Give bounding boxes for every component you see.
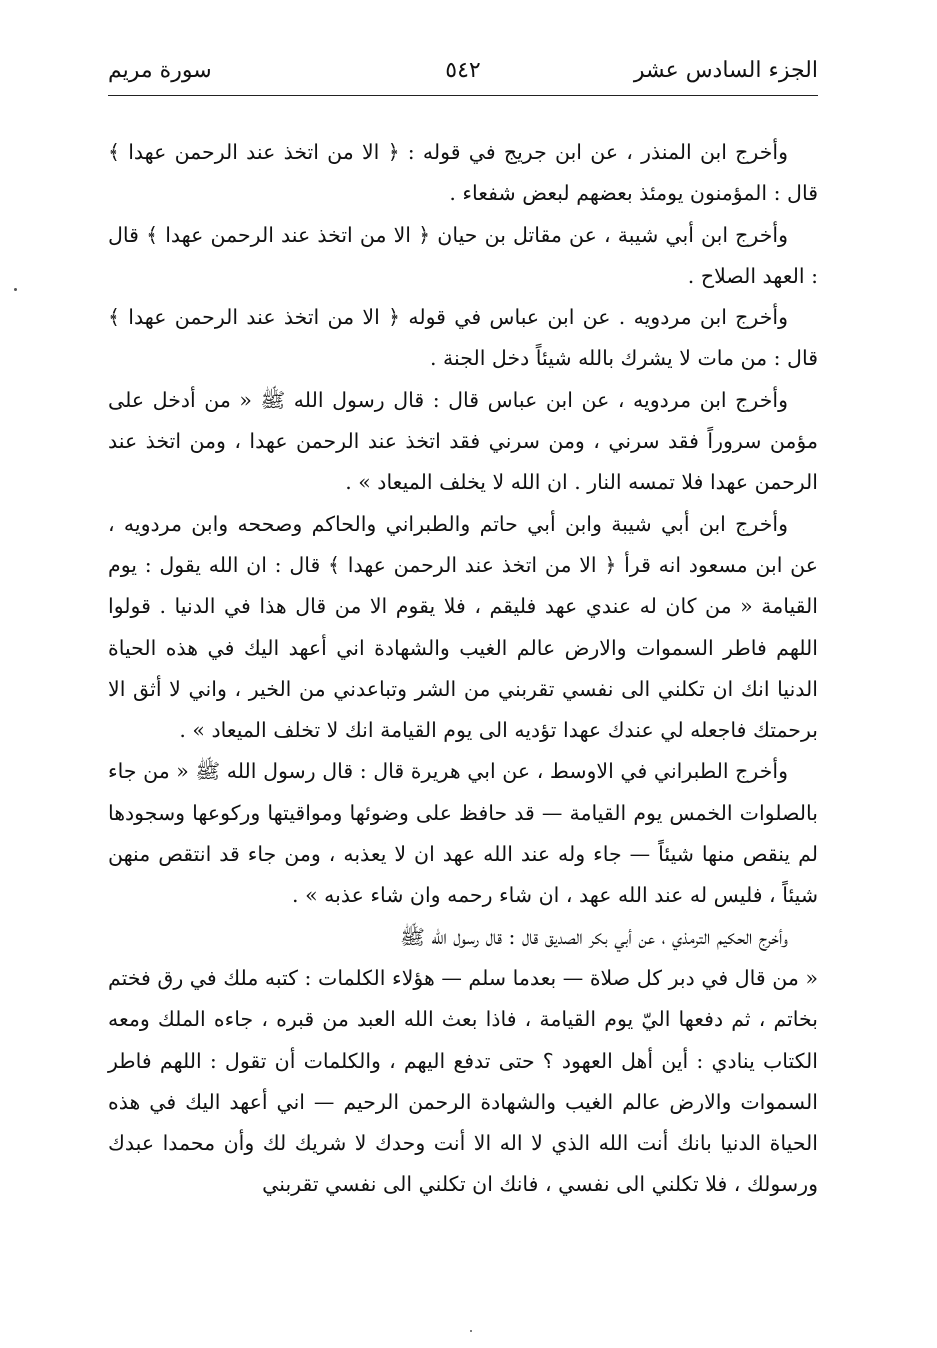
paragraph: وأخرج الطبراني في الاوسط ، عن ابي هريرة قال : قال رسول الله ﷺ « من جاء بالصلوات الخمس يوم القيامة — قد حافظ على وضوئها ومواقيتها وركوعها وسجودها لم ينقص منها شيئاً — جاء وله عند الله عهد ان لا يعذبه ، ومن جاء قد انتقص منهن شيئاً ، فليس له عند الله عهد ، ان شاء رحمه وان شاء عذبه » . [108, 759, 818, 908]
paragraph: وأخرج الحكيم الترمذي ، عن أبي بكر الصديق قال : قال رسول الله ﷺ [400, 924, 788, 949]
scan-speck [14, 288, 17, 291]
paragraph: وأخرج ابن أبي شيبة وابن أبي حاتم والطبراني والحاكم وصححه وابن مردويه ، عن ابن مسعود انه قرأ ﴿ الا من اتخذ عند الرحمن عهدا ﴾ قال : ان الله يقول : يوم القيامة « من كان له عندي عهد فليقم ، فلا يقوم الا من قال هذا في الدنيا . قولوا اللهم فاطر السموات والارض عالم الغيب والشهادة اني أعهد اليك في هذه الحياة الدنيا انك ان تكلني الى نفسي تقربني من الشر وتباعدني من الخير ، واني لا أثق الا برحمتك فاجعله لي عندك عهدا تؤديه الى يوم القيامة انك لا تخلف الميعاد » . [108, 511, 818, 743]
paragraph: وأخرج ابن المنذر ، عن ابن جريج في قوله : ﴿ الا من اتخذ عند الرحمن عهدا ﴾ قال : المؤمنون يومئذ بعضهم لبعض شفعاء . [108, 140, 818, 206]
paragraph: « من قال في دبر كل صلاة — بعدما سلم — هؤلاء الكلمات : كتبه ملك في رق فختم بخاتم ، ثم دفعها اليّ يوم القيامة ، فاذا بعث الله العبد من قبره ، جاءه الملك ومعه الكتاب ينادي : أين أهل العهود ؟ حتى تدفع اليهم ، والكلمات أن تقول : اللهم فاطر السموات والارض عالم الغيب والشهادة الرحمن الرحيم — اني أعهد اليك في هذه الحياة الدنيا بانك أنت الله الذي لا اله الا أنت وحدك لا شريك لك وأن محمدا عبدك ورسولك ، فلا تكلني الى نفسي ، فانك ان تكلني الى نفسي تقربني [108, 965, 818, 1197]
paragraph: وأخرج ابن مردويه . عن ابن عباس في قوله ﴿ الا من اتخذ عند الرحمن عهدا ﴾ قال : من مات لا يشرك بالله شيئاً دخل الجنة . [108, 305, 818, 371]
page-number: ٥٤٢ [445, 58, 481, 83]
running-head-surah: سورة مريم [108, 58, 212, 83]
header-divider [108, 95, 818, 96]
running-head-part: الجزء السادس عشر [633, 58, 818, 83]
paragraph: وأخرج ابن مردويه ، عن ابن عباس قال : قال رسول الله ﷺ « من أدخل على مؤمن سروراً فقد سرني ، ومن سرني فقد اتخذ عند الرحمن عهدا ، ومن اتخذ عند الرحمن عهدا فلا تمسه النار . ان الله لا يخلف الميعاد » . [108, 387, 818, 495]
scan-speck [470, 1330, 472, 1332]
page-body [108, 132, 818, 1206]
paragraph: وأخرج ابن أبي شيبة ، عن مقاتل بن حيان ﴿ الا من اتخذ عند الرحمن عهدا ﴾ قال : العهد الصلاح . [108, 222, 818, 288]
page-header [108, 50, 818, 92]
